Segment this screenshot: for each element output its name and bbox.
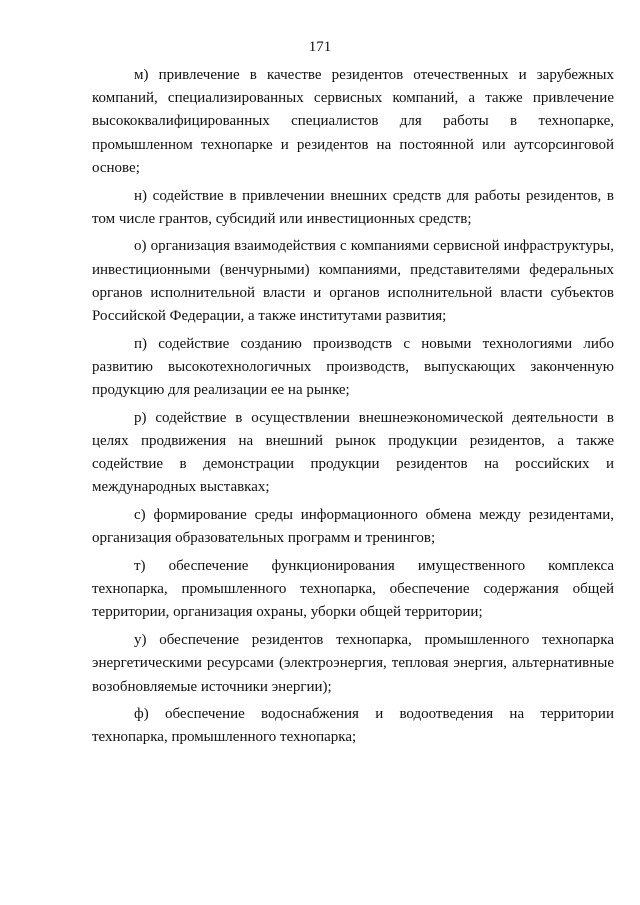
paragraph-s: с) формирование среды информационного обмена между резидентами, организация образовательных программ и тренингов; [92,507,614,547]
paragraph-t: т) обеспечение функционирования имущественного комплекса технопарка, промышленного технопарка, обеспечение содержания общей территории, организация охраны, уборки общей территории; [92,558,614,621]
page-number: 171 [308,39,332,55]
document-body [92,64,614,754]
paragraph-u: у) обеспечение резидентов технопарка, промышленного технопарка энергетическими ресурсами (электроэнергия, тепловая энергия, альтернативные возобновляемые источники энергии); [92,632,614,695]
paragraph-o: о) организация взаимодействия с компаниями сервисной инфраструктуры, инвестиционными (венчурными) компаниями, представителями федеральных органов исполнительной власти и органов исполнительной власти субъектов Российской Федерации, а также институтами развития; [92,238,614,325]
paragraph-n: н) содействие в привлечении внешних средств для работы резидентов, в том числе грантов, субсидий или инвестиционных средств; [92,187,614,227]
paragraph-f: ф) обеспечение водоснабжения и водоотведения на территории технопарка, промышленного технопарка; [92,706,614,746]
paragraph-m: м) привлечение в качестве резидентов отечественных и зарубежных компаний, специализированных сервисных компаний, а также привлечение высококвалифицированных специалистов для работы в технопарке, промышленном технопарке и резидентов на постоянной или аутсорсинговой основе; [92,67,614,176]
paragraph-r: р) содействие в осуществлении внешнеэкономической деятельности в целях продвижения на внешний рынок продукции резидентов, а также содействие в демонстрации продукции резидентов на российских и международных выставках; [92,409,614,496]
paragraph-p: п) содействие созданию производств с новыми технологиями либо развитию высокотехнологичных производств, выпускающих законченную продукцию для реализации ее на рынке; [92,335,614,399]
